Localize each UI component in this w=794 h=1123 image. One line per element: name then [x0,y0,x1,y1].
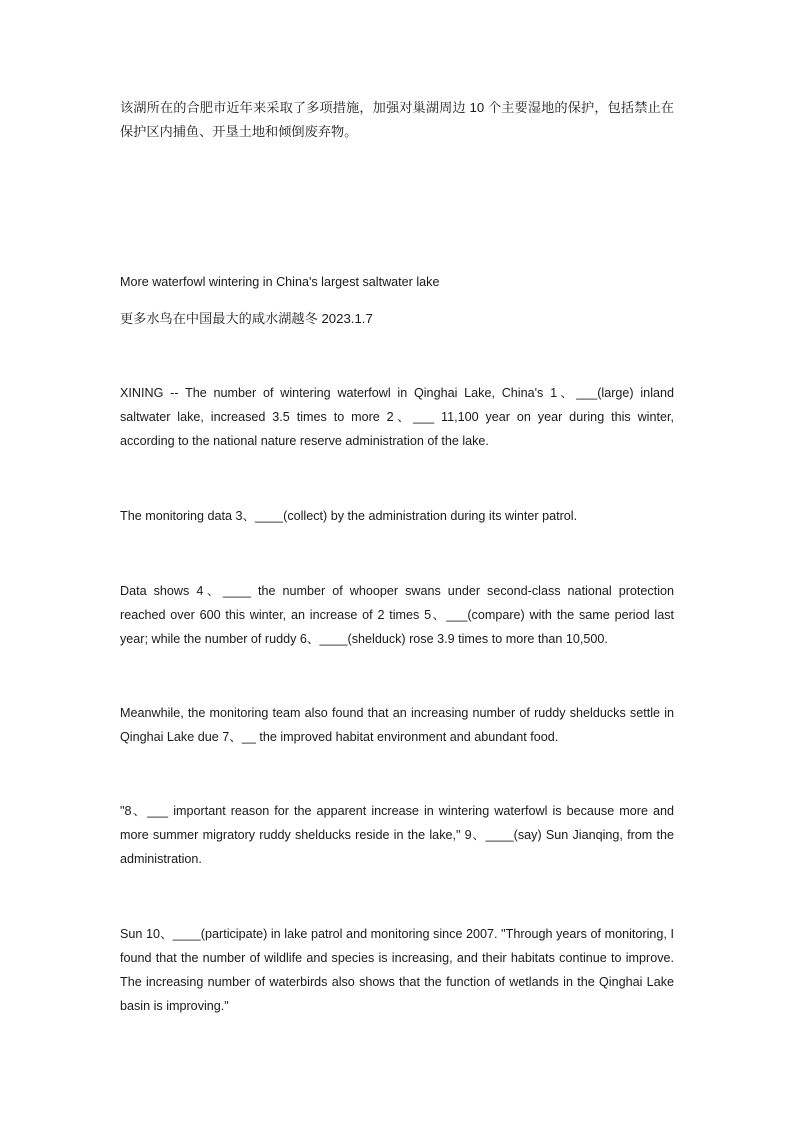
article-title-en: More waterfowl wintering in China's largest saltwater lake [120,275,440,289]
paragraph-2: The monitoring data 3、____(collect) by the administration during its winter patrol. [120,509,578,523]
paragraph-4: Meanwhile, the monitoring team also found that an increasing number of ruddy shelducks settle in Qinghai Lake due 7、__ the improved habitat environment and abundant food. [120,706,674,744]
paragraph-3: Data shows 4、____ the number of whooper swans under second-class national protection reached over 600 this winter, an increase of 2 times 5、___(compare) with the same period last year; while the number of ruddy 6、____(shelduck) rose 3.9 times to more than 10,500. [120,584,674,646]
intro-paragraph-cn: 该湖所在的合肥市近年来采取了多项措施，加强对巢湖周边 10 个主要湿地的保护，包括禁止在保护区内捕鱼、开垦土地和倾倒废弃物。 [120,100,674,139]
paragraph-6: Sun 10、____(participate) in lake patrol and monitoring since 2007. "Through years of monitoring, I found that the number of wildlife and species is increasing, and their habitats continue to improve. The increasing number of waterbirds also shows that the function of wetlands in the Qinghai Lake basin is improving." [120,927,674,1013]
paragraph-1: XINING -- The number of wintering waterfowl in Qinghai Lake, China's 1、___(large) inland saltwater lake, increased 3.5 times to more 2、___ 11,100 year on year during this winter, according to the national nature reserve administration of the lake. [120,386,674,448]
article-title-cn: 更多水鸟在中国最大的咸水湖越冬 2023.1.7 [120,311,373,326]
paragraph-5: "8、___ important reason for the apparent increase in wintering waterfowl is because more and more summer migratory ruddy shelducks reside in the lake," 9、____(say) Sun Jianqing, from the administration. [120,804,674,866]
